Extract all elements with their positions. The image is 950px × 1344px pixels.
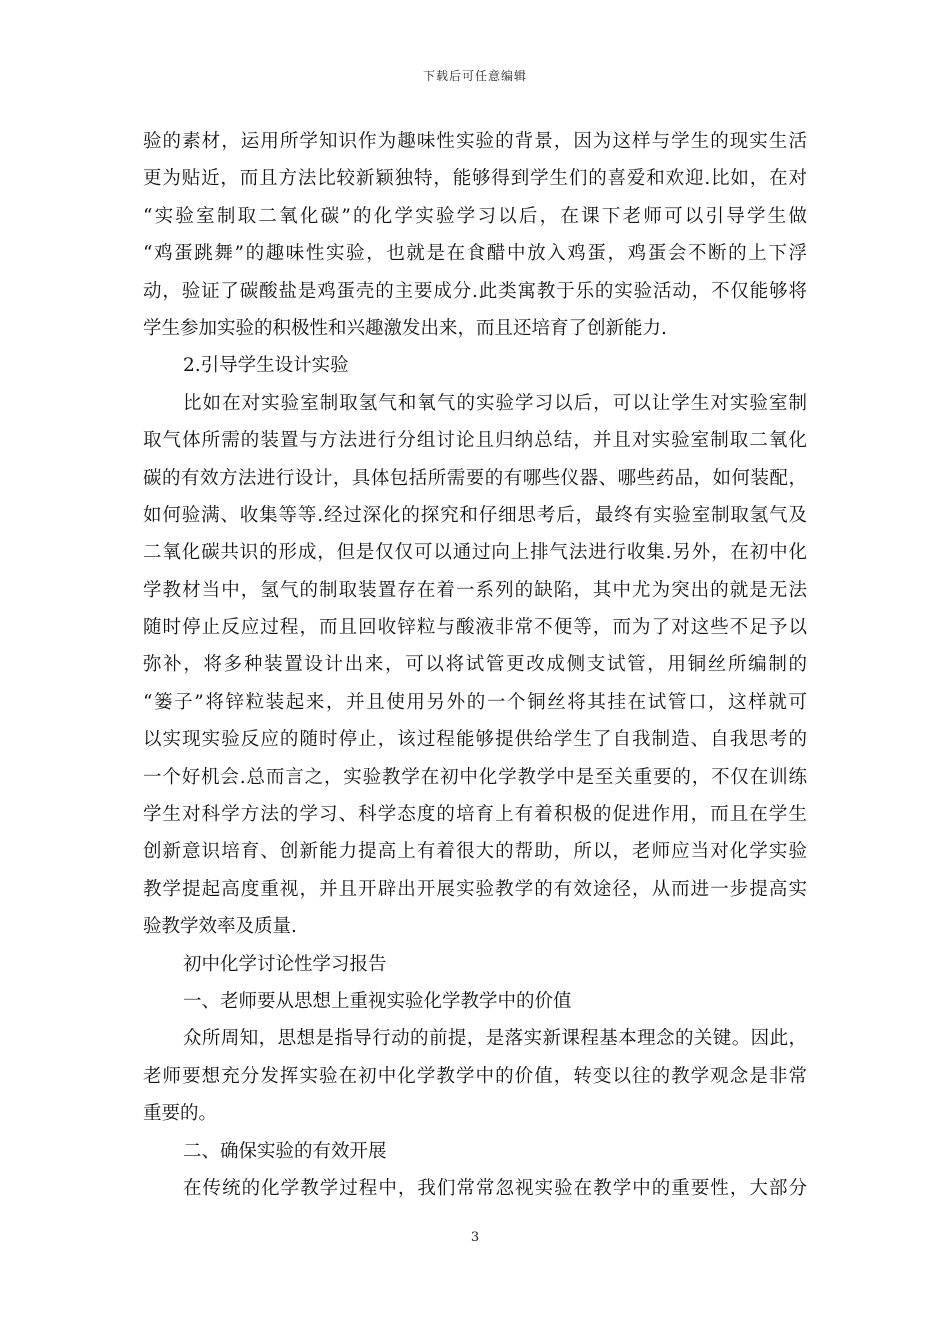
text-line: 学生对科学方法的学习、科学态度的培育上有着积极的促进作用，而且在学生 bbox=[143, 804, 807, 826]
text-line: 初中化学讨论性学习报告 bbox=[183, 953, 387, 975]
text-line: “鸡蛋跳舞”的趣味性实验，也就是在食醋中放入鸡蛋，鸡蛋会不断的上下浮 bbox=[143, 243, 807, 265]
text-line: 二、确保实验的有效开展 bbox=[183, 1140, 387, 1162]
text-line: 2.引导学生设计实验 bbox=[183, 355, 349, 377]
text-line: 一个好机会.总而言之，实验教学在初中化学教学中是至关重要的，不仅在训练 bbox=[143, 766, 807, 788]
text-line: 取气体所需的装置与方法进行分组讨论且归纳总结，并且对实验室制取二氧化 bbox=[143, 430, 807, 452]
text-line: 创新意识培育、创新能力提高上有着很大的帮助，所以，老师应当对化学实验 bbox=[143, 841, 807, 863]
text-line: 一、老师要从思想上重视实验化学教学中的价值 bbox=[183, 990, 572, 1012]
text-line: 以实现实验反应的随时停止，该过程能够提供给学生了自我制造、自我思考的 bbox=[143, 729, 807, 751]
text-line: “篓子”将锌粒装起来，并且使用另外的一个铜丝将其挂在试管口，这样就可 bbox=[143, 691, 807, 713]
text-line: 老师要想充分发挥实验在初中化学教学中的价值，转变以往的教学观念是非常 bbox=[143, 1065, 807, 1087]
text-line: 学生参加实验的积极性和兴趣激发出来，而且还培育了创新能力. bbox=[143, 317, 667, 339]
text-line: 众所周知，思想是指导行动的前提，是落实新课程基本理念的关键。因此， bbox=[183, 1028, 807, 1050]
text-line: 弥补，将多种装置设计出来，可以将试管更改成侧支试管，用铜丝所编制的 bbox=[143, 654, 807, 676]
text-line: 重要的。 bbox=[143, 1103, 218, 1125]
text-line: 如何验满、收集等等.经过深化的探究和仔细思考后，最终有实验室制取氢气及 bbox=[143, 504, 807, 526]
text-line: 学教材当中，氢气的制取装置存在着一系列的缺陷，其中尤为突出的就是无法 bbox=[143, 579, 807, 601]
text-line: 比如在对实验室制取氢气和氧气的实验学习以后，可以让学生对实验室制 bbox=[183, 392, 807, 414]
text-line: 二氧化碳共识的形成，但是仅仅可以通过向上排气法进行收集.另外，在初中化 bbox=[143, 542, 807, 564]
document-body bbox=[143, 123, 807, 1207]
text-line: 验的素材，运用所学知识作为趣味性实验的背景，因为这样与学生的现实生活 bbox=[143, 131, 807, 152]
text-line: 在传统的化学教学过程中，我们常常忽视实验在教学中的重要性，大部分 bbox=[183, 1177, 807, 1199]
text-line: 随时停止反应过程，而且回收锌粒与酸液非常不便等，而为了对这些不足予以 bbox=[143, 617, 807, 639]
text-line: 碳的有效方法进行设计，具体包括所需要的有哪些仪器、哪些药品，如何装配， bbox=[143, 467, 807, 489]
text-line: “实验室制取二氧化碳”的化学实验学习以后，在课下老师可以引导学生做 bbox=[143, 205, 807, 227]
text-line: 动，验证了碳酸盐是鸡蛋壳的主要成分.此类寓教于乐的实验活动，不仅能够将 bbox=[143, 280, 807, 302]
text-line: 验教学效率及质量. bbox=[143, 916, 297, 938]
text-line: 更为贴近，而且方法比较新颖独特，能够得到学生们的喜爱和欢迎.比如，在对 bbox=[143, 168, 807, 190]
text-line: 教学提起高度重视，并且开辟出开展实验教学的有效途径，从而进一步提高实 bbox=[143, 878, 807, 900]
page-header: 下载后可任意编辑 bbox=[422, 69, 527, 83]
page-number: 3 bbox=[470, 1230, 480, 1245]
